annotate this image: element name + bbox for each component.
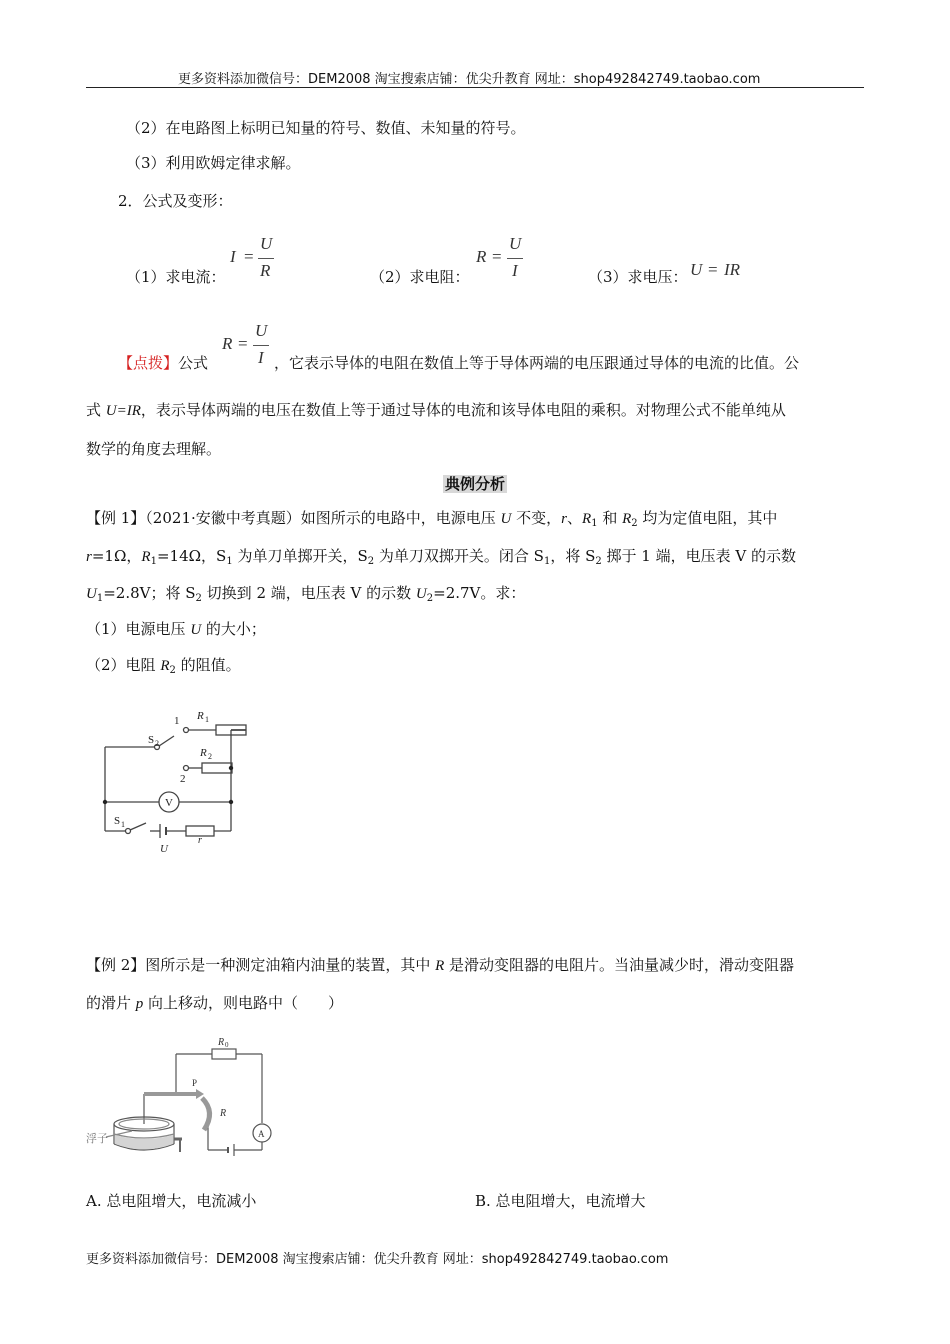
- current-label: （1）求电流：: [126, 268, 226, 286]
- page-footer: 更多资料添加微信号：DEM2008 淘宝搜索店铺：优尖升教育 网址：shop492842749.taobao.com: [86, 1252, 669, 1267]
- option-a: A. 总电阻增大，电流减小: [86, 1192, 257, 1210]
- example2-line-1: 【例 2】图所示是一种测定油箱内油量的装置，其中 R 是滑动变阻器的电阻片。当油量减少时，滑动变阻器: [86, 956, 795, 974]
- junction-dot: [229, 800, 233, 804]
- label-voltmeter: V: [165, 797, 173, 809]
- tip-line-2: 式 U=IR，表示导体两端的电压在数值上等于通过导体的电流和该导体电阻的乘积。对物理公式不能单纯从: [86, 401, 786, 419]
- label-r0: R: [218, 1037, 225, 1048]
- label-u: U: [160, 843, 168, 855]
- resistor-r0: [212, 1049, 236, 1059]
- resistor-r2: [202, 763, 232, 773]
- label-s2: S: [148, 734, 155, 746]
- switch-s1-pivot: [126, 829, 131, 834]
- example1-line-3: $U_1=2.8V$；将 $S_2$ 切换到 2 端，电压表 V 的示数 $U_2=2.7V$。求：: [86, 584, 526, 604]
- terminal-2: [184, 766, 189, 771]
- example1-question-1: （1）电源电压 U 的大小；: [86, 620, 266, 638]
- tip-line-1-rest: ，它表示导体的电阻在数值上等于导体两端的电压跟通过导体的电流的比值。公: [274, 354, 800, 372]
- tip-tag: 【点拨】: [118, 354, 179, 372]
- resistance-label: （2）求电阻：: [370, 268, 470, 286]
- label-r: R: [220, 1108, 227, 1119]
- option-b: B. 总电阻增大，电流增大: [475, 1192, 646, 1210]
- circuit-diagram-1: [90, 700, 250, 860]
- junction-dot: [103, 800, 107, 804]
- label-ammeter: A: [258, 1129, 265, 1139]
- voltage-label: （3）求电压：: [588, 268, 688, 286]
- example1-line-1: 【例 1】（2021·安徽中考真题）如图所示的电路中，电源电压 U 不变，r、$R_1$ 和 $R_2$ 均为定值电阻，其中: [86, 509, 778, 529]
- section-title: 典例分析: [444, 475, 505, 493]
- formula-voltage: U = IR: [690, 260, 741, 279]
- label-r0-sub: 0: [225, 1041, 229, 1049]
- label-terminal-1: 1: [174, 715, 180, 727]
- label-r2: R: [200, 747, 207, 759]
- label-s1-sub: 1: [121, 820, 125, 829]
- example1-line-2: r=1Ω，$R_1=14\Omega$，$S_1$ 为单刀单掷开关，$S_2$ 为单刀双掷开关。闭合 $S_1$，将 $S_2$ 掷于 1 端，电压表 V 的示数: [86, 547, 796, 567]
- label-terminal-2: 2: [180, 773, 186, 785]
- formula-heading: 2．公式及变形：: [118, 192, 233, 210]
- label-r1: R: [197, 710, 204, 722]
- circuit-diagram-2: [84, 1034, 274, 1164]
- step-3: （3）利用欧姆定律求解。: [126, 154, 301, 172]
- junction-dot: [229, 766, 233, 770]
- tip-formula: R = U I: [222, 321, 268, 367]
- formula-resistance: R = U I: [476, 234, 522, 280]
- label-s2-sub: 2: [155, 739, 159, 748]
- tip-line-1: 【点拨】公式: [118, 354, 209, 372]
- switch-s1-blade: [130, 823, 146, 830]
- switch-s2-blade: [159, 736, 174, 746]
- label-r2-sub: 2: [208, 752, 212, 761]
- terminal-1: [184, 728, 189, 733]
- example1-question-2: （2）电阻 $R_2$ 的阻值。: [86, 656, 241, 676]
- label-r1-sub: 1: [205, 715, 209, 724]
- label-float: 浮子: [86, 1133, 108, 1145]
- example2-line-2: 的滑片 p 向上移动，则电路中（ ）: [86, 994, 344, 1012]
- label-s1: S: [114, 815, 121, 827]
- formula-current: I = U R: [230, 234, 273, 280]
- rheostat-arc: [202, 1098, 210, 1130]
- step-2: （2）在电路图上标明已知量的符号、数值、未知量的符号。: [126, 119, 526, 137]
- page-header: 更多资料添加微信号：DEM2008 淘宝搜索店铺：优尖升教育 网址：shop492842749.taobao.com: [178, 72, 761, 87]
- header-divider: [86, 87, 864, 88]
- label-p: P: [192, 1078, 198, 1088]
- tip-line-3: 数学的角度去理解。: [86, 440, 222, 458]
- label-r: r: [198, 835, 202, 846]
